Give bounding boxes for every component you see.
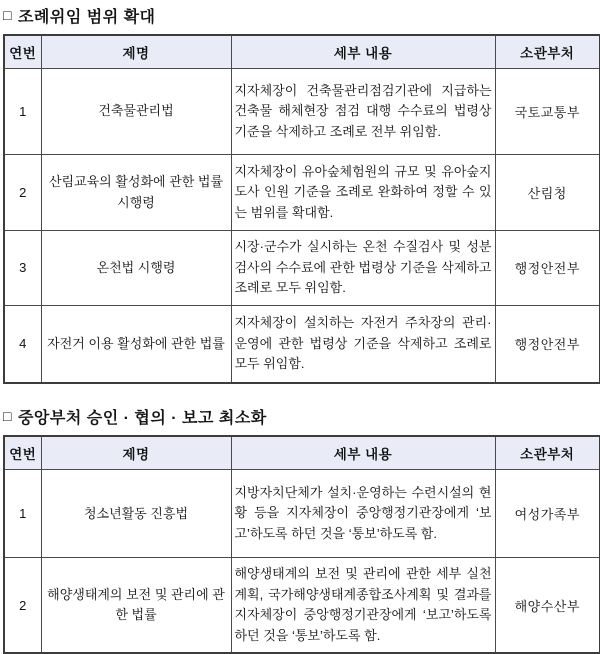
table-row (4, 69, 600, 155)
section-title (3, 4, 598, 27)
cell-ministry: 산림청 (495, 155, 600, 231)
column-header-ministry: 소관부처 (495, 436, 600, 470)
cell-detail: 지자체장이 유아숲체험원의 규모 및 유아숲지도사 인원 기준을 조례로 완화하여 정할 수 있는 범위를 확대함. (231, 155, 495, 231)
cell-ministry: 해양수산부 (495, 558, 600, 654)
column-header-title: 제명 (41, 436, 231, 470)
column-header-detail: 세부 내용 (231, 35, 495, 69)
cell-detail: 지자체장이 설치하는 자전거 주차장의 관리·운영에 관한 법령상 기준을 삭제하고 조례로 모두 위임함. (231, 305, 495, 383)
table-row (4, 558, 600, 654)
cell-ministry: 행정안전부 (495, 231, 600, 306)
cell-ministry: 국토교통부 (495, 69, 600, 155)
cell-number: 1 (4, 470, 41, 558)
column-header-title: 제명 (41, 35, 231, 69)
table-row (4, 305, 600, 383)
cell-law-name: 건축물관리법 (41, 69, 231, 155)
cell-detail: 해양생태계의 보전 및 관리에 관한 세부 실천계획, 국가해양생태계종합조사계획 및 결과를 지자체장이 중앙행정기관장에게 ‘보고’하도록 하던 것을 ‘통보’하도록 함. (231, 558, 495, 654)
cell-detail: 시장·군수가 실시하는 온천 수질검사 및 성분검사의 수수료에 관한 법령상 기준을 삭제하고 조례로 모두 위임함. (231, 231, 495, 306)
square-bullet-icon: □ (3, 407, 12, 424)
cell-number: 2 (4, 155, 41, 231)
section-central-ministry-minimization (2, 405, 598, 654)
cell-number: 4 (4, 305, 41, 383)
cell-law-name: 청소년활동 진흥법 (41, 470, 231, 558)
section-title-text: 조례위임 범위 확대 (17, 9, 156, 26)
column-header-ministry: 소관부처 (495, 35, 600, 69)
cell-law-name: 자전거 이용 활성화에 관한 법률 (41, 305, 231, 383)
section-ordinance-delegation (2, 4, 598, 384)
cell-number: 3 (4, 231, 41, 306)
table-row (4, 470, 600, 558)
column-header-detail: 세부 내용 (231, 436, 495, 470)
cell-law-name: 해양생태계의 보전 및 관리에 관한 법률 (41, 558, 231, 654)
ordinance-delegation-table (3, 34, 600, 384)
section-title-text: 중앙부처 승인 · 협의 · 보고 최소화 (17, 410, 267, 428)
table-row (4, 155, 600, 231)
cell-ministry: 여성가족부 (495, 470, 600, 558)
cell-law-name: 산림교육의 활성화에 관한 법률 시행령 (41, 155, 231, 231)
table-row (4, 231, 600, 306)
cell-detail: 지자체장이 건축물관리점검기관에 지급하는 건축물 해체현장 점검 대행 수수료의 법령상 기준을 삭제하고 조례로 전부 위임함. (231, 69, 495, 155)
table-header-row (4, 436, 600, 470)
column-header-number: 연번 (4, 35, 41, 69)
central-ministry-table (3, 435, 600, 654)
cell-law-name: 온천법 시행령 (41, 231, 231, 306)
table-header-row (4, 35, 600, 69)
cell-number: 1 (4, 69, 41, 155)
cell-detail: 지방자치단체가 설치·운영하는 수련시설의 현황 등을 지자체장이 중앙행정기관장에게 ‘보고’하도록 하던 것을 ‘통보’하도록 함. (231, 470, 495, 558)
square-bullet-icon: □ (3, 6, 12, 23)
cell-number: 2 (4, 558, 41, 654)
column-header-number: 연번 (4, 436, 41, 470)
cell-ministry: 행정안전부 (495, 305, 600, 383)
section-title (3, 405, 598, 428)
